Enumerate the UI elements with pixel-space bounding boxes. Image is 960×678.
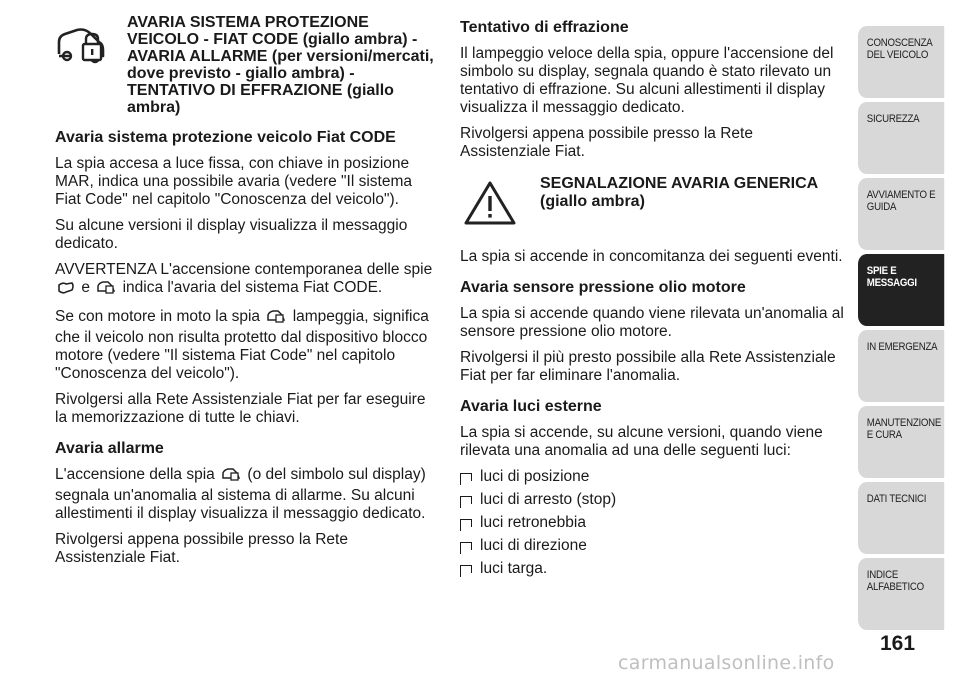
generic-fault-heading-block bbox=[460, 175, 845, 234]
tab-dati-tecnici[interactable]: DATI TECNICI bbox=[858, 482, 944, 554]
section-title-fiat-code: Avaria sistema protezione veicolo Fiat CODE bbox=[55, 129, 396, 146]
chapter-tabs bbox=[858, 0, 960, 640]
page-number: 161 bbox=[880, 632, 916, 655]
paragraph: Rivolgersi alla Rete Assistenziale Fiat per far eseguire la memorizzazione di tutte le chiavi. bbox=[55, 391, 426, 426]
paragraph: Rivolgersi appena possibile presso la Rete Assistenziale Fiat. bbox=[460, 125, 753, 160]
paragraph: Se con motore in moto la spia lampeggia, significa che il veicolo non risulta protetto dal dispositivo blocco motore (vedere "Il sistema Fiat Code" nel capitolo "Conoscenza del veicolo"). bbox=[55, 308, 429, 382]
watermark: carmanualsonline.info bbox=[618, 652, 835, 674]
warning-triangle-icon bbox=[460, 175, 524, 234]
section-title-allarme: Avaria allarme bbox=[55, 440, 164, 457]
tab-in-emergenza[interactable]: IN EMERGENZA bbox=[858, 330, 944, 402]
paragraph: La spia accesa a luce fissa, con chiave in posizione MAR, indica una possibile avaria (vedere "Il sistema Fiat Code" nel capitolo "Conoscenza del veicolo"). bbox=[55, 155, 412, 208]
tab-conoscenza-veicolo[interactable]: CONOSCENZA DEL VEICOLO bbox=[858, 26, 944, 98]
list-item: luci di posizione bbox=[460, 468, 845, 486]
tab-sicurezza[interactable]: SICUREZZA bbox=[858, 102, 944, 174]
section-title-effrazione: Tentativo di effrazione bbox=[460, 19, 629, 36]
bullet-icon bbox=[460, 496, 472, 504]
fiat-code-heading-block bbox=[55, 14, 440, 116]
paragraph: La spia si accende in concomitanza dei seguenti eventi. bbox=[460, 248, 843, 265]
section-title-olio: Avaria sensore pressione olio motore bbox=[460, 279, 746, 296]
car-lock-icon bbox=[96, 279, 116, 300]
bullet-icon bbox=[460, 542, 472, 550]
bullet-icon bbox=[460, 519, 472, 527]
paragraph: L'accensione della spia (o del simbolo sul display) segnala un'anomalia al sistema di allarme. Su alcuni allestimenti il display visualizza il messaggio dedicato. bbox=[55, 466, 426, 522]
generic-fault-heading: SEGNALAZIONE AVARIA GENERICA (giallo ambra) bbox=[540, 175, 818, 210]
paragraph: Su alcune versioni il display visualizza il messaggio dedicato. bbox=[55, 217, 408, 252]
key-icon bbox=[57, 281, 75, 300]
warning-paragraph: AVVERTENZA L'accensione contemporanea delle spie e indica l'avaria del sistema Fiat CODE. bbox=[55, 261, 440, 300]
list-item: luci di arresto (stop) bbox=[460, 491, 845, 509]
left-column bbox=[55, 14, 440, 575]
tab-indice-alfabetico[interactable]: INDICE ALFABETICO bbox=[858, 558, 944, 630]
paragraph: La spia si accende quando viene rilevata un'anomalia al sensore pressione olio motore. bbox=[460, 305, 844, 340]
lights-list bbox=[460, 468, 845, 578]
car-lock-icon bbox=[55, 14, 113, 116]
paragraph: Rivolgersi appena possibile presso la Rete Assistenziale Fiat. bbox=[55, 531, 348, 566]
car-lock-icon bbox=[221, 466, 241, 487]
car-lock-icon bbox=[266, 308, 286, 329]
tab-avviamento-guida[interactable]: AVVIAMENTO E GUIDA bbox=[858, 178, 944, 250]
right-column bbox=[460, 14, 845, 583]
list-item: luci retronebbia bbox=[460, 514, 845, 532]
paragraph: Il lampeggio veloce della spia, oppure l'accensione del simbolo su display, segnala quando è stato rilevato un tentativo di effrazione. Su alcuni allestimenti il display visualizza il messaggio dedicato. bbox=[460, 45, 834, 116]
list-item: luci di direzione bbox=[460, 537, 845, 555]
list-item: luci targa. bbox=[460, 560, 845, 578]
tab-spie-messaggi[interactable]: SPIE E MESSAGGI bbox=[858, 254, 944, 326]
section-title-luci: Avaria luci esterne bbox=[460, 398, 602, 415]
paragraph: La spia si accende, su alcune versioni, quando viene rilevata una anomalia ad una delle seguenti luci: bbox=[460, 424, 823, 459]
bullet-icon bbox=[460, 473, 472, 481]
bullet-icon bbox=[460, 565, 472, 573]
tab-manutenzione-cura[interactable]: MANUTENZIONE E CURA bbox=[858, 406, 944, 478]
fiat-code-heading: AVARIA SISTEMA PROTEZIONE VEICOLO - FIAT CODE (giallo ambra) - AVARIA ALLARME (per versioni/mercati, dove previsto - giallo ambra) - TENTATIVO DI EFFRAZIONE (giallo ambra) bbox=[127, 14, 434, 116]
paragraph: Rivolgersi il più presto possibile alla Rete Assistenziale Fiat per far eliminare l'anomalia. bbox=[460, 349, 836, 384]
